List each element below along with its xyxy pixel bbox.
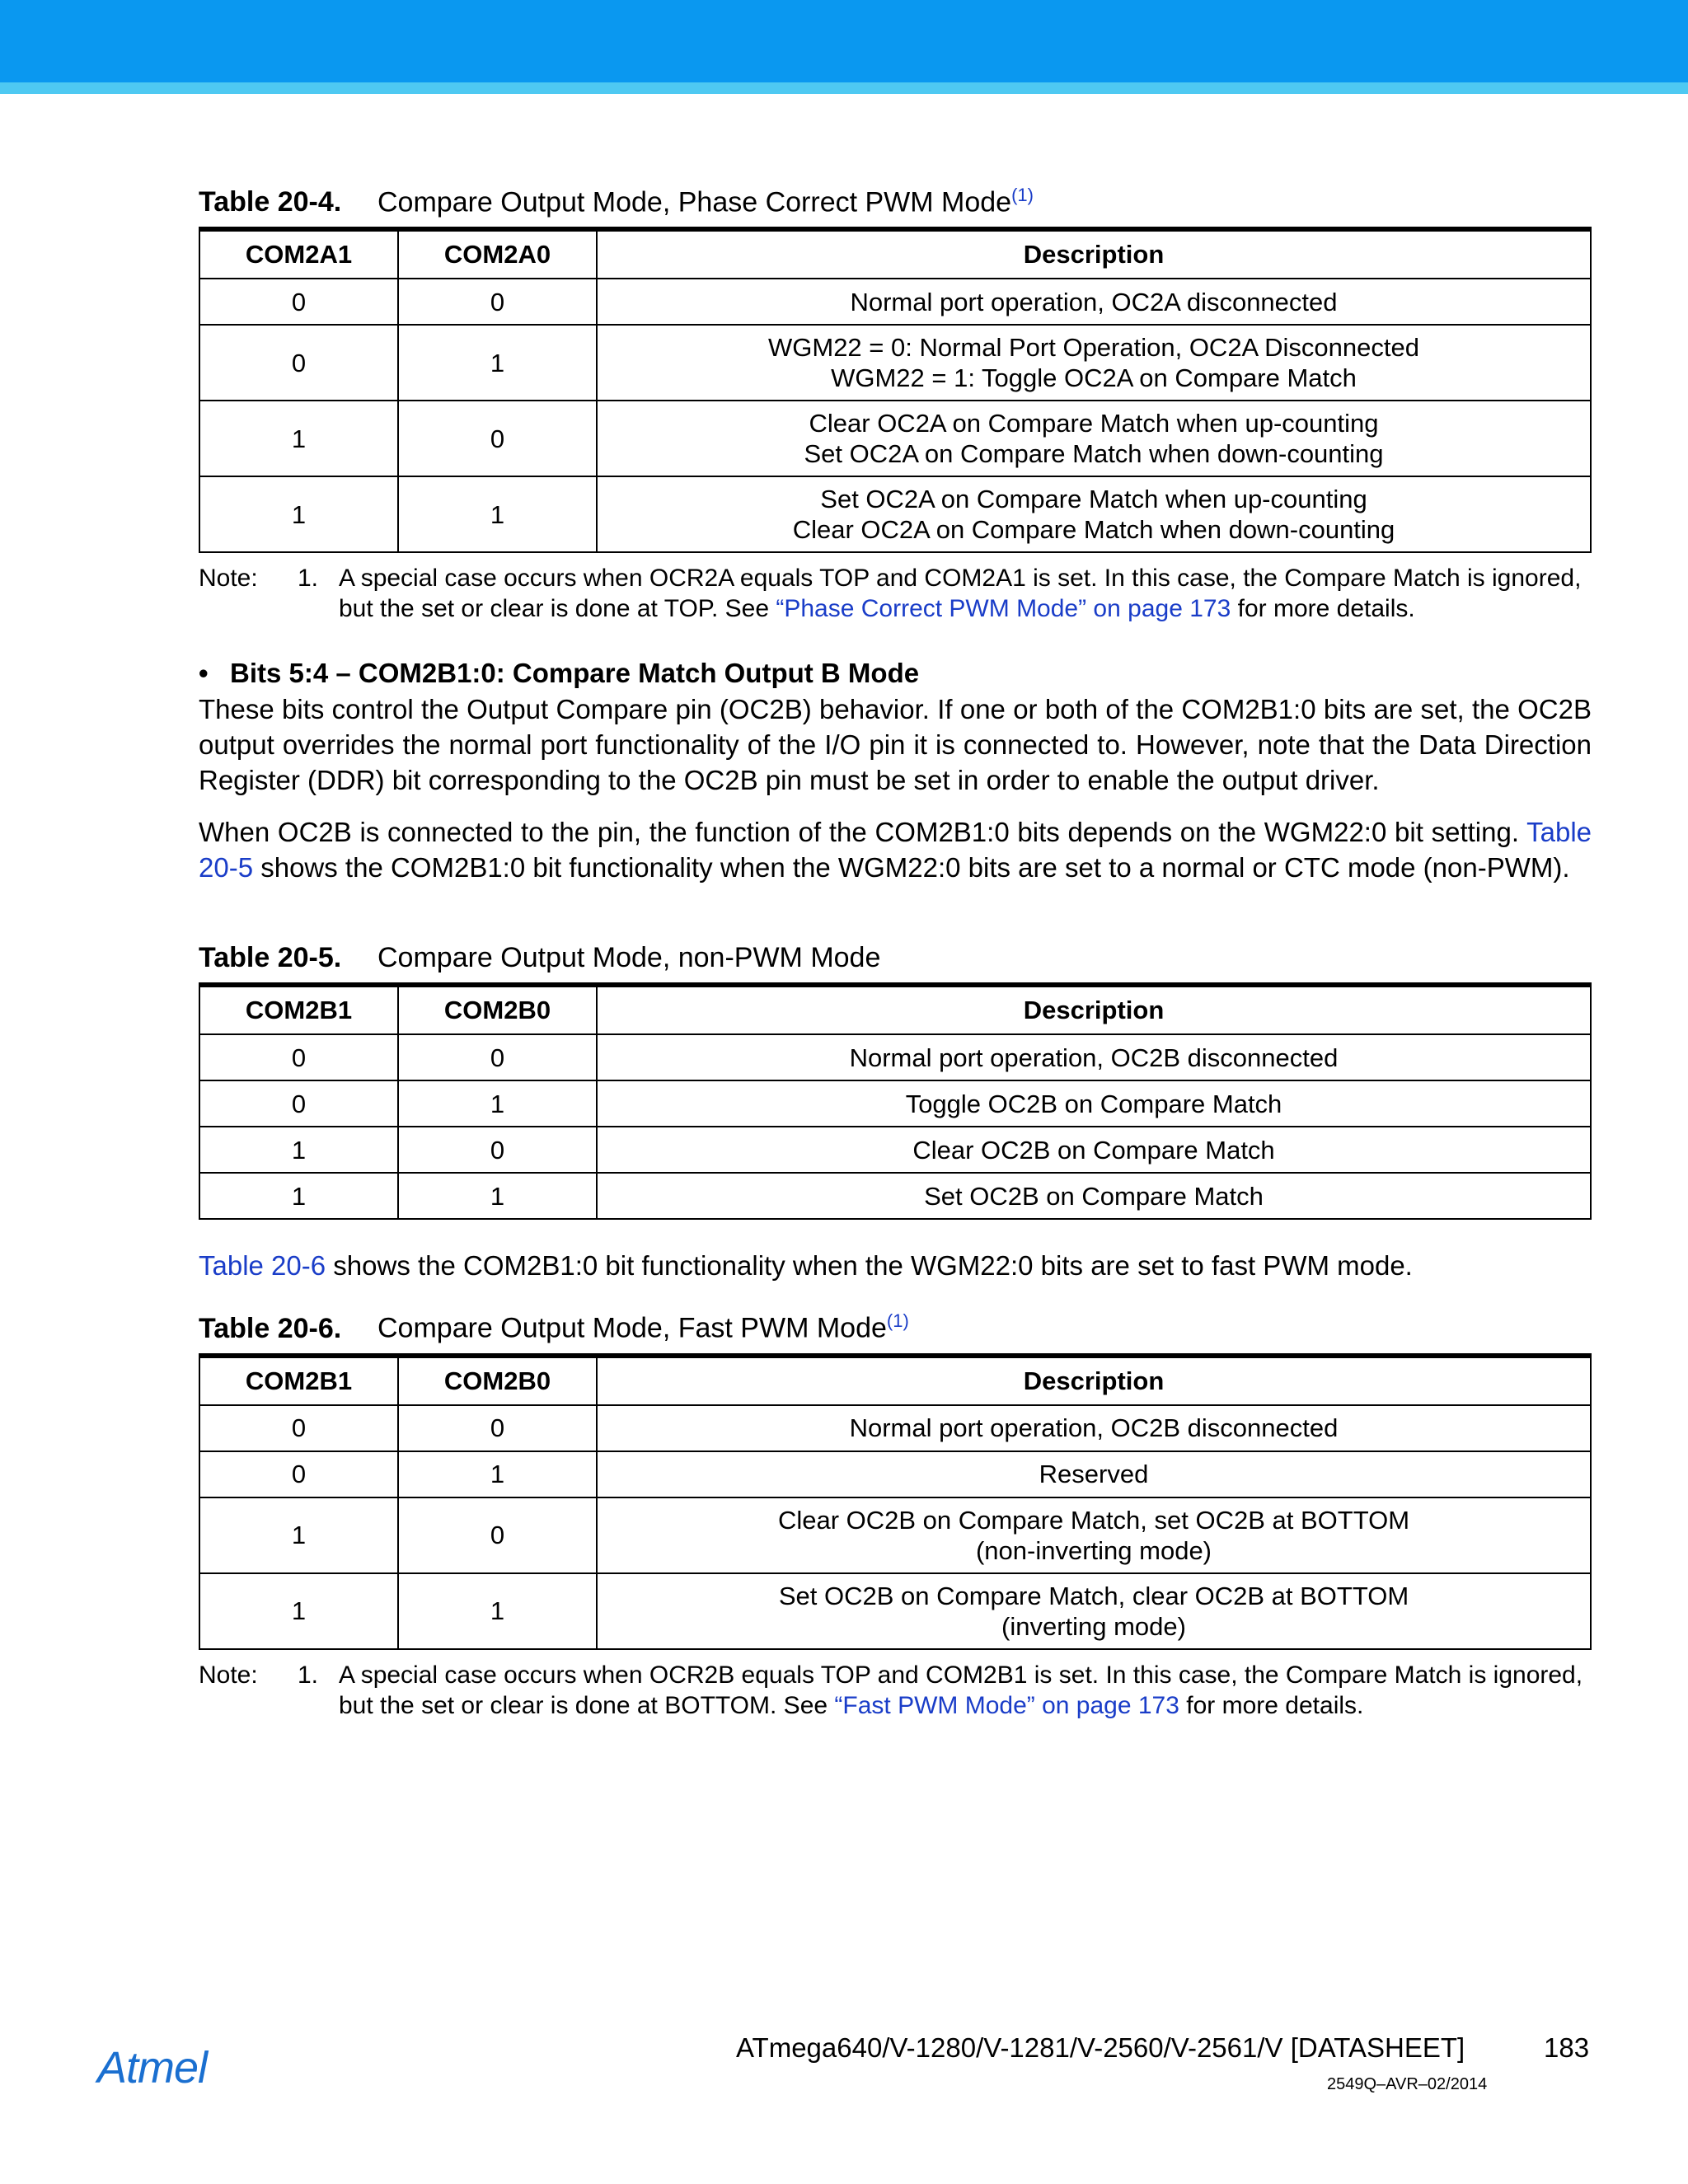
table-number: Table 20-6.	[199, 1312, 342, 1344]
table-cell: 1	[199, 1497, 398, 1573]
description-line: WGM22 = 0: Normal Port Operation, OC2A Disconnected	[768, 333, 1419, 363]
table-cell: 0	[398, 1405, 597, 1451]
table-cell: 1	[199, 476, 398, 552]
header-banner	[0, 0, 1688, 82]
table-cell: 0	[199, 1080, 398, 1127]
table-cell: 0	[199, 1034, 398, 1080]
table-cell: Toggle OC2B on Compare Match	[597, 1080, 1591, 1127]
description-line: Normal port operation, OC2A disconnected	[850, 287, 1338, 316]
note-text-part: for more details.	[1231, 595, 1415, 623]
table-20-5-caption	[199, 940, 1592, 976]
bullet-icon: •	[199, 658, 209, 689]
table-cell	[597, 279, 1591, 325]
note-text-part: A special case occurs when OCR2B equals TOP and COM2B1 is set. In this case, the Compare Match is ignored, but the set or clear is done at BOTTOM. See	[339, 1661, 1583, 1719]
column-header: Description	[597, 1356, 1591, 1405]
table-cell: 1	[199, 1173, 398, 1219]
page-number: 183	[1544, 2032, 1590, 2063]
table-cell: 0	[199, 325, 398, 401]
table-row	[199, 1573, 1591, 1649]
table-row	[199, 1451, 1591, 1497]
column-header: COM2B0	[398, 985, 597, 1034]
table-20-4-caption	[199, 177, 1592, 220]
table-cell	[597, 476, 1591, 552]
table-20-6	[199, 1353, 1592, 1650]
table-cell: 1	[398, 325, 597, 401]
table-row	[199, 1034, 1591, 1080]
table-cell	[597, 1451, 1591, 1497]
table-row	[199, 1173, 1591, 1219]
description-line: WGM22 = 1: Toggle OC2A on Compare Match	[831, 363, 1357, 393]
note-number: 1.	[298, 1661, 319, 1689]
table-cell	[597, 325, 1591, 401]
cross-reference-link[interactable]: “Fast PWM Mode” on page 173	[834, 1691, 1179, 1719]
section-heading-text: Bits 5:4 – COM2B1:0: Compare Match Output B Mode	[230, 658, 920, 689]
paragraph-text: shows the COM2B1:0 bit functionality when the WGM22:0 bits are set to a normal or CTC mode (non-PWM).	[253, 852, 1570, 883]
table-cell: 1	[398, 1451, 597, 1497]
document-code: 2549Q–AVR–02/2014	[1327, 2075, 1488, 2093]
description-line: (inverting mode)	[1001, 1611, 1186, 1641]
table-cell	[597, 1405, 1591, 1451]
table-cell	[597, 1497, 1591, 1573]
cross-reference-link[interactable]: Table 20-5	[199, 817, 1592, 883]
paragraph-text: shows the COM2B1:0 bit functionality when the WGM22:0 bits are set to fast PWM mode.	[326, 1250, 1413, 1282]
note-text-part: A special case occurs when OCR2A equals TOP and COM2A1 is set. In this case, the Compare Match is ignored, but the set or clear is done at TOP. See	[339, 565, 1582, 623]
footnote-ref: (1)	[886, 1310, 909, 1332]
table-cell: Set OC2B on Compare Match	[597, 1173, 1591, 1219]
body-paragraph: These bits control the Output Compare pin (OC2B) behavior. If one or both of the COM2B1:0 bits are set, the OC2B output overrides the normal port functionality of the I/O pin it is connected to. However, note that the Data Direction Register (DDR) bit corresponding to the OC2B pin must be set in order to enable the output driver.	[199, 694, 1592, 796]
table-title: Compare Output Mode, Fast PWM Mode	[377, 1312, 887, 1344]
table-20-6-note	[199, 1660, 1592, 1721]
note-text	[339, 563, 1592, 624]
table-cell: 1	[199, 401, 398, 476]
table-header-row	[199, 1356, 1591, 1405]
column-header: COM2A1	[199, 229, 398, 279]
table-cell: 0	[199, 1451, 398, 1497]
table-row	[199, 1080, 1591, 1127]
description-line: Set OC2A on Compare Match when down-counting	[804, 439, 1384, 469]
table-header-row	[199, 229, 1591, 279]
column-header: Description	[597, 985, 1591, 1034]
note-label: Note:	[199, 565, 258, 593]
table-20-4	[199, 227, 1592, 553]
table-row	[199, 1405, 1591, 1451]
column-header: COM2B0	[398, 1356, 597, 1405]
table-cell: 1	[398, 1080, 597, 1127]
column-header: Description	[597, 229, 1591, 279]
table-cell: 0	[398, 279, 597, 325]
table-number: Table 20-5.	[199, 942, 342, 974]
table-row	[199, 401, 1591, 476]
table-cell	[597, 1573, 1591, 1649]
note-label: Note:	[199, 1661, 258, 1689]
description-line: Normal port operation, OC2B disconnected	[849, 1413, 1339, 1443]
table-cell: 0	[398, 401, 597, 476]
table-20-4-note	[199, 563, 1592, 624]
cross-reference-link[interactable]: “Phase Correct PWM Mode” on page 173	[776, 595, 1231, 623]
table-cell: 0	[398, 1497, 597, 1573]
note-number: 1.	[298, 565, 319, 593]
note-text	[339, 1660, 1592, 1721]
table-title: Compare Output Mode, non-PWM Mode	[377, 942, 881, 974]
section-heading	[199, 655, 1592, 691]
table-cell	[597, 401, 1591, 476]
table-row	[199, 1497, 1591, 1573]
table-row	[199, 1127, 1591, 1173]
table-cell: 0	[199, 1405, 398, 1451]
table-row	[199, 476, 1591, 552]
atmel-logo: Atmel	[97, 2043, 208, 2093]
body-paragraph	[199, 814, 1592, 885]
table-cell: 0	[398, 1127, 597, 1173]
table-title: Compare Output Mode, Phase Correct PWM Mode	[377, 186, 1012, 218]
description-line: (non-inverting mode)	[975, 1535, 1212, 1565]
description-line: Reserved	[1039, 1460, 1149, 1489]
description-line: Clear OC2B on Compare Match, set OC2B at BOTTOM	[777, 1505, 1410, 1535]
note-text-part: for more details.	[1179, 1691, 1364, 1719]
table-header-row	[199, 985, 1591, 1034]
description-line: Set OC2A on Compare Match when up-counting	[820, 485, 1367, 514]
description-line: Clear OC2A on Compare Match when up-counting	[809, 409, 1379, 438]
header-banner-stripe	[0, 82, 1688, 94]
table-cell: 1	[398, 1573, 597, 1649]
table-cell: 1	[398, 1173, 597, 1219]
table-number: Table 20-4.	[199, 186, 342, 218]
table-row	[199, 279, 1591, 325]
body-paragraph	[199, 1248, 1592, 1283]
column-header: COM2B1	[199, 1356, 398, 1405]
cross-reference-link[interactable]: Table 20-6	[199, 1250, 326, 1282]
table-row	[199, 325, 1591, 401]
column-header: COM2B1	[199, 985, 398, 1034]
table-cell: 1	[199, 1127, 398, 1173]
footnote-ref: (1)	[1011, 185, 1034, 205]
table-cell: 1	[199, 1573, 398, 1649]
column-header: COM2A0	[398, 229, 597, 279]
table-20-6-caption	[199, 1303, 1592, 1346]
table-20-5	[199, 982, 1592, 1220]
table-cell: 0	[398, 1034, 597, 1080]
paragraph-text: When OC2B is connected to the pin, the function of the COM2B1:0 bits depends on the WGM22:0 bit setting.	[199, 817, 1527, 848]
table-cell: 0	[199, 279, 398, 325]
table-cell: 1	[398, 476, 597, 552]
description-line: Set OC2B on Compare Match, clear OC2B at BOTTOM	[778, 1581, 1409, 1610]
page-content	[199, 177, 1592, 1721]
table-cell: Normal port operation, OC2B disconnected	[597, 1034, 1591, 1080]
description-line: Clear OC2A on Compare Match when down-counting	[792, 515, 1395, 545]
document-title: ATmega640/V-1280/V-1281/V-2560/V-2561/V [DATASHEET]	[736, 2032, 1465, 2063]
table-cell: Clear OC2B on Compare Match	[597, 1127, 1591, 1173]
